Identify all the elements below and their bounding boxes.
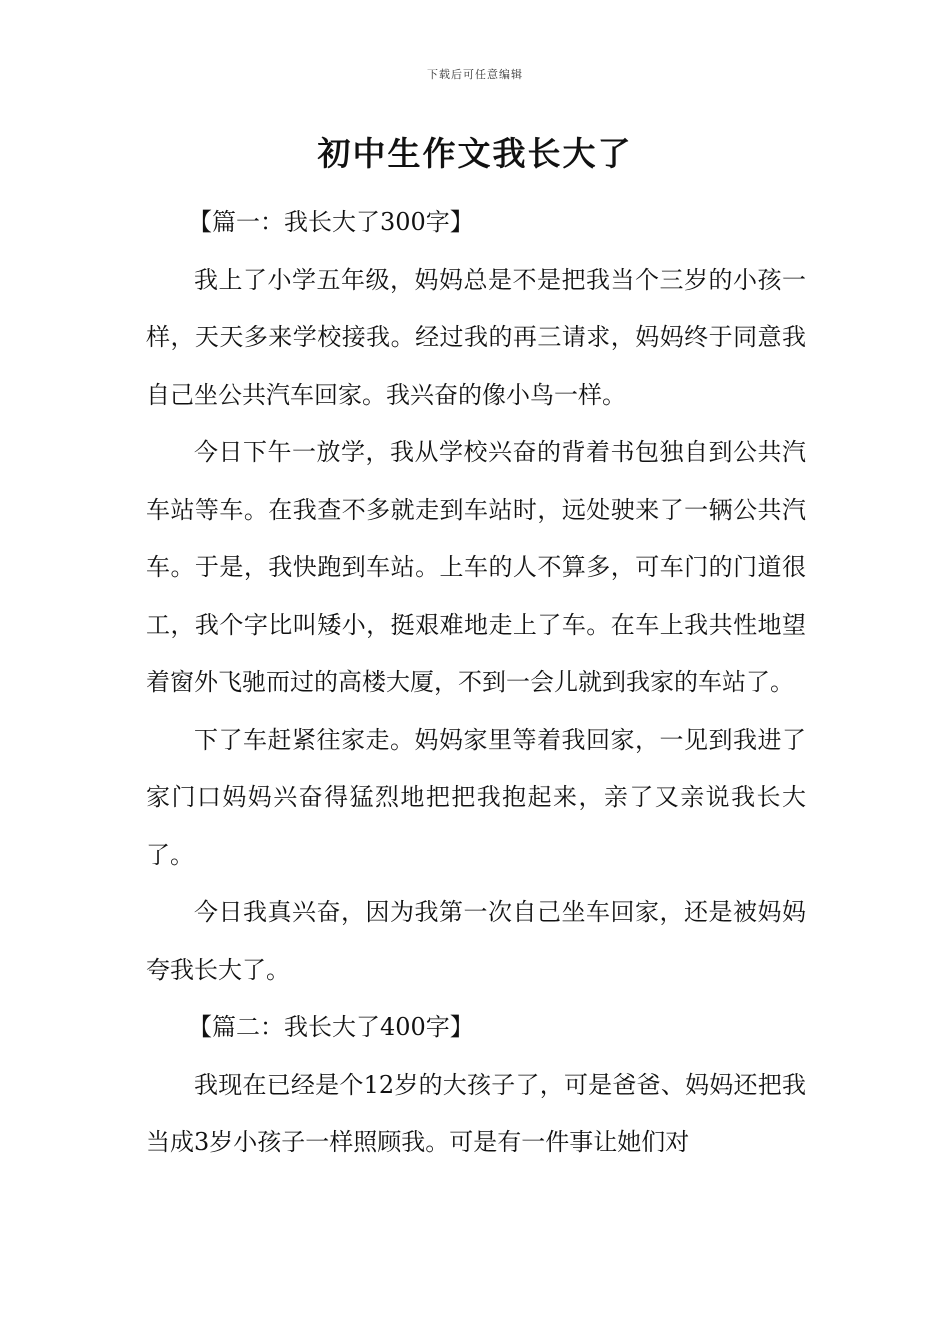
section-heading: 【篇一：我长大了300字】: [188, 208, 474, 236]
paragraph: 今日我真兴奋，因为我第一次自己坐车回家，还是被妈妈夸我长大了。: [146, 898, 806, 984]
article-body: [146, 194, 806, 1172]
document-title: 初中生作文我长大了: [317, 134, 633, 173]
paragraph: 今日下午一放学，我从学校兴奋的背着书包独自到公共汽车站等车。在我查不多就走到车站时，远处驶来了一辆公共汽车。于是，我快跑到车站。上车的人不算多，可车门的门道很工，我个字比叫矮小，挺艰难地走上了车。在车上我共性地望着窗外飞驰而过的高楼大厦，不到一会儿就到我家的车站了。: [146, 438, 806, 696]
paragraph: 我现在已经是个12岁的大孩子了，可是爸爸、妈妈还把我当成3岁小孩子一样照顾我。可是有一件事让她们对: [146, 1070, 806, 1156]
paragraph: 我上了小学五年级，妈妈总是不是把我当个三岁的小孩一样，天天多来学校接我。经过我的再三请求，妈妈终于同意我自己坐公共汽车回家。我兴奋的像小鸟一样。: [146, 265, 806, 409]
paragraph: 下了车赶紧往家走。妈妈家里等着我回家，一见到我进了家门口妈妈兴奋得猛烈地把把我抱起来，亲了又亲说我长大了。: [146, 725, 806, 869]
header-note: 下载后可任意编辑: [427, 68, 523, 81]
section-heading: 【篇二：我长大了400字】: [188, 1013, 474, 1041]
